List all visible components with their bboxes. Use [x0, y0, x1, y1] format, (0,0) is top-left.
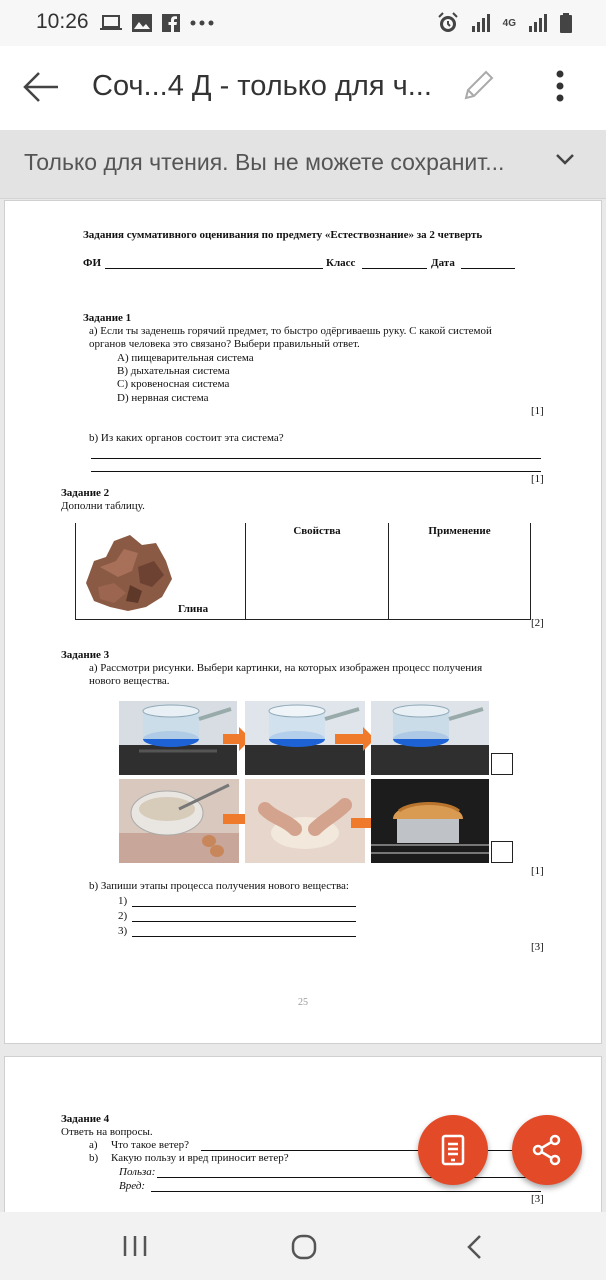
task2-mark: [2] [531, 617, 544, 629]
home-icon[interactable] [290, 1234, 318, 1260]
task3-title: Задание 3 [61, 649, 110, 661]
task2-instruction: Дополни таблицу. [61, 500, 145, 512]
clay-image [80, 527, 176, 615]
task4-qb-marker: b) [89, 1152, 99, 1164]
task4-title: Задание 4 [61, 1113, 110, 1125]
arrow-right-icon [335, 727, 375, 751]
status-time: 10:26 [36, 10, 89, 33]
answer-checkbox[interactable] [491, 841, 513, 863]
edit-pencil-icon[interactable] [460, 68, 496, 104]
col-header-properties: Свойства [293, 525, 341, 537]
task4-mark: [3] [531, 1193, 544, 1205]
reading-view-button[interactable] [418, 1115, 488, 1185]
task1-question-b: b) Из каких органов состоит эта система? [89, 432, 284, 444]
more-options-icon[interactable] [548, 68, 572, 104]
task1-title: Задание 1 [83, 312, 132, 324]
task1-question-a-line1: a) Если ты заденешь горячий предмет, то быстро одёргиваешь руку. С какой системой [89, 325, 492, 337]
signal-icon-2 [528, 14, 548, 32]
task4-qa-marker: a) [89, 1139, 98, 1151]
task4-question-b: Какую пользу и вред приносит ветер? [111, 1152, 289, 1164]
task1-mark-b: [1] [531, 473, 544, 485]
share-icon [531, 1134, 563, 1166]
answer-checkbox[interactable] [491, 753, 513, 775]
system-nav-bar [0, 1212, 606, 1280]
fi-line [105, 268, 323, 269]
step-label: 3) [118, 925, 128, 937]
task3-question-b: b) Запиши этапы процесса получения нового вещества: [89, 880, 349, 892]
task3-mark-a: [1] [531, 865, 544, 877]
image-icon [132, 14, 152, 32]
task1-option: A) пищеварительная система [117, 352, 254, 364]
task2-title: Задание 2 [61, 487, 110, 499]
task1-mark-a: [1] [531, 405, 544, 417]
signal-icon [471, 14, 491, 32]
alarm-icon [437, 12, 459, 34]
back-arrow-icon[interactable] [22, 70, 60, 104]
document-title: Соч...4 Д - только для ч... [92, 70, 432, 102]
task1-option: D) нервная система [117, 392, 209, 404]
col-header-usage: Применение [428, 525, 491, 537]
harm-label: Вред: [119, 1180, 146, 1192]
status-bar [0, 0, 606, 46]
task3-mark-b: [3] [531, 941, 544, 953]
network-type: 4G [502, 17, 516, 29]
step-label: 1) [118, 895, 128, 907]
chevron-down-icon[interactable] [554, 152, 576, 166]
step-label: 2) [118, 910, 128, 922]
baked-bread-image [371, 779, 489, 863]
document-icon [441, 1134, 465, 1166]
date-label: Дата [431, 257, 455, 269]
battery-icon [560, 13, 572, 33]
task1-question-a-line2: органов человека это связано? Выбери правильный ответ. [89, 338, 360, 350]
answer-line [132, 906, 356, 907]
class-label: Класс [326, 257, 356, 269]
document-page-2 [4, 1056, 602, 1218]
mixing-dough-image [119, 779, 239, 863]
task3-question-a-line1: a) Рассмотри рисунки. Выбери картинки, на которых изображен процесс получения [89, 662, 483, 674]
page-number: 25 [298, 997, 308, 1008]
benefit-label: Польза: [119, 1166, 156, 1178]
share-button[interactable] [512, 1115, 582, 1185]
answer-line [91, 471, 541, 472]
task1-option: C) кровеносная система [117, 378, 230, 390]
properties-table [75, 523, 531, 620]
laptop-icon [100, 15, 122, 31]
page-heading: Задания суммативного оценивания по предмету «Естествознание» за 2 четверть [83, 229, 483, 241]
app-bar [0, 46, 606, 130]
boiling-water-image-1 [119, 701, 237, 775]
boiling-water-image-3 [371, 701, 489, 775]
read-only-banner[interactable] [0, 130, 606, 199]
facebook-icon [162, 14, 180, 32]
banner-text: Только для чтения. Вы не можете сохранит... [24, 149, 504, 175]
kneading-dough-image [245, 779, 365, 863]
more-notifications-icon [190, 20, 214, 26]
fi-label: ФИ [83, 257, 102, 269]
answer-line [132, 936, 356, 937]
date-line [461, 268, 515, 269]
task4-question-a: Что такое ветер? [111, 1139, 190, 1151]
class-line [362, 268, 427, 269]
answer-line [132, 921, 356, 922]
answer-line [151, 1191, 541, 1192]
document-page-1 [4, 200, 602, 1044]
recent-apps-icon[interactable] [122, 1234, 148, 1258]
clay-label: Глина [178, 603, 209, 615]
task1-option: B) дыхательная система [117, 365, 230, 377]
task3-question-a-line2: нового вещества. [89, 675, 170, 687]
task4-instruction: Ответь на вопросы. [61, 1126, 153, 1138]
back-icon[interactable] [464, 1234, 484, 1260]
answer-line [91, 458, 541, 459]
